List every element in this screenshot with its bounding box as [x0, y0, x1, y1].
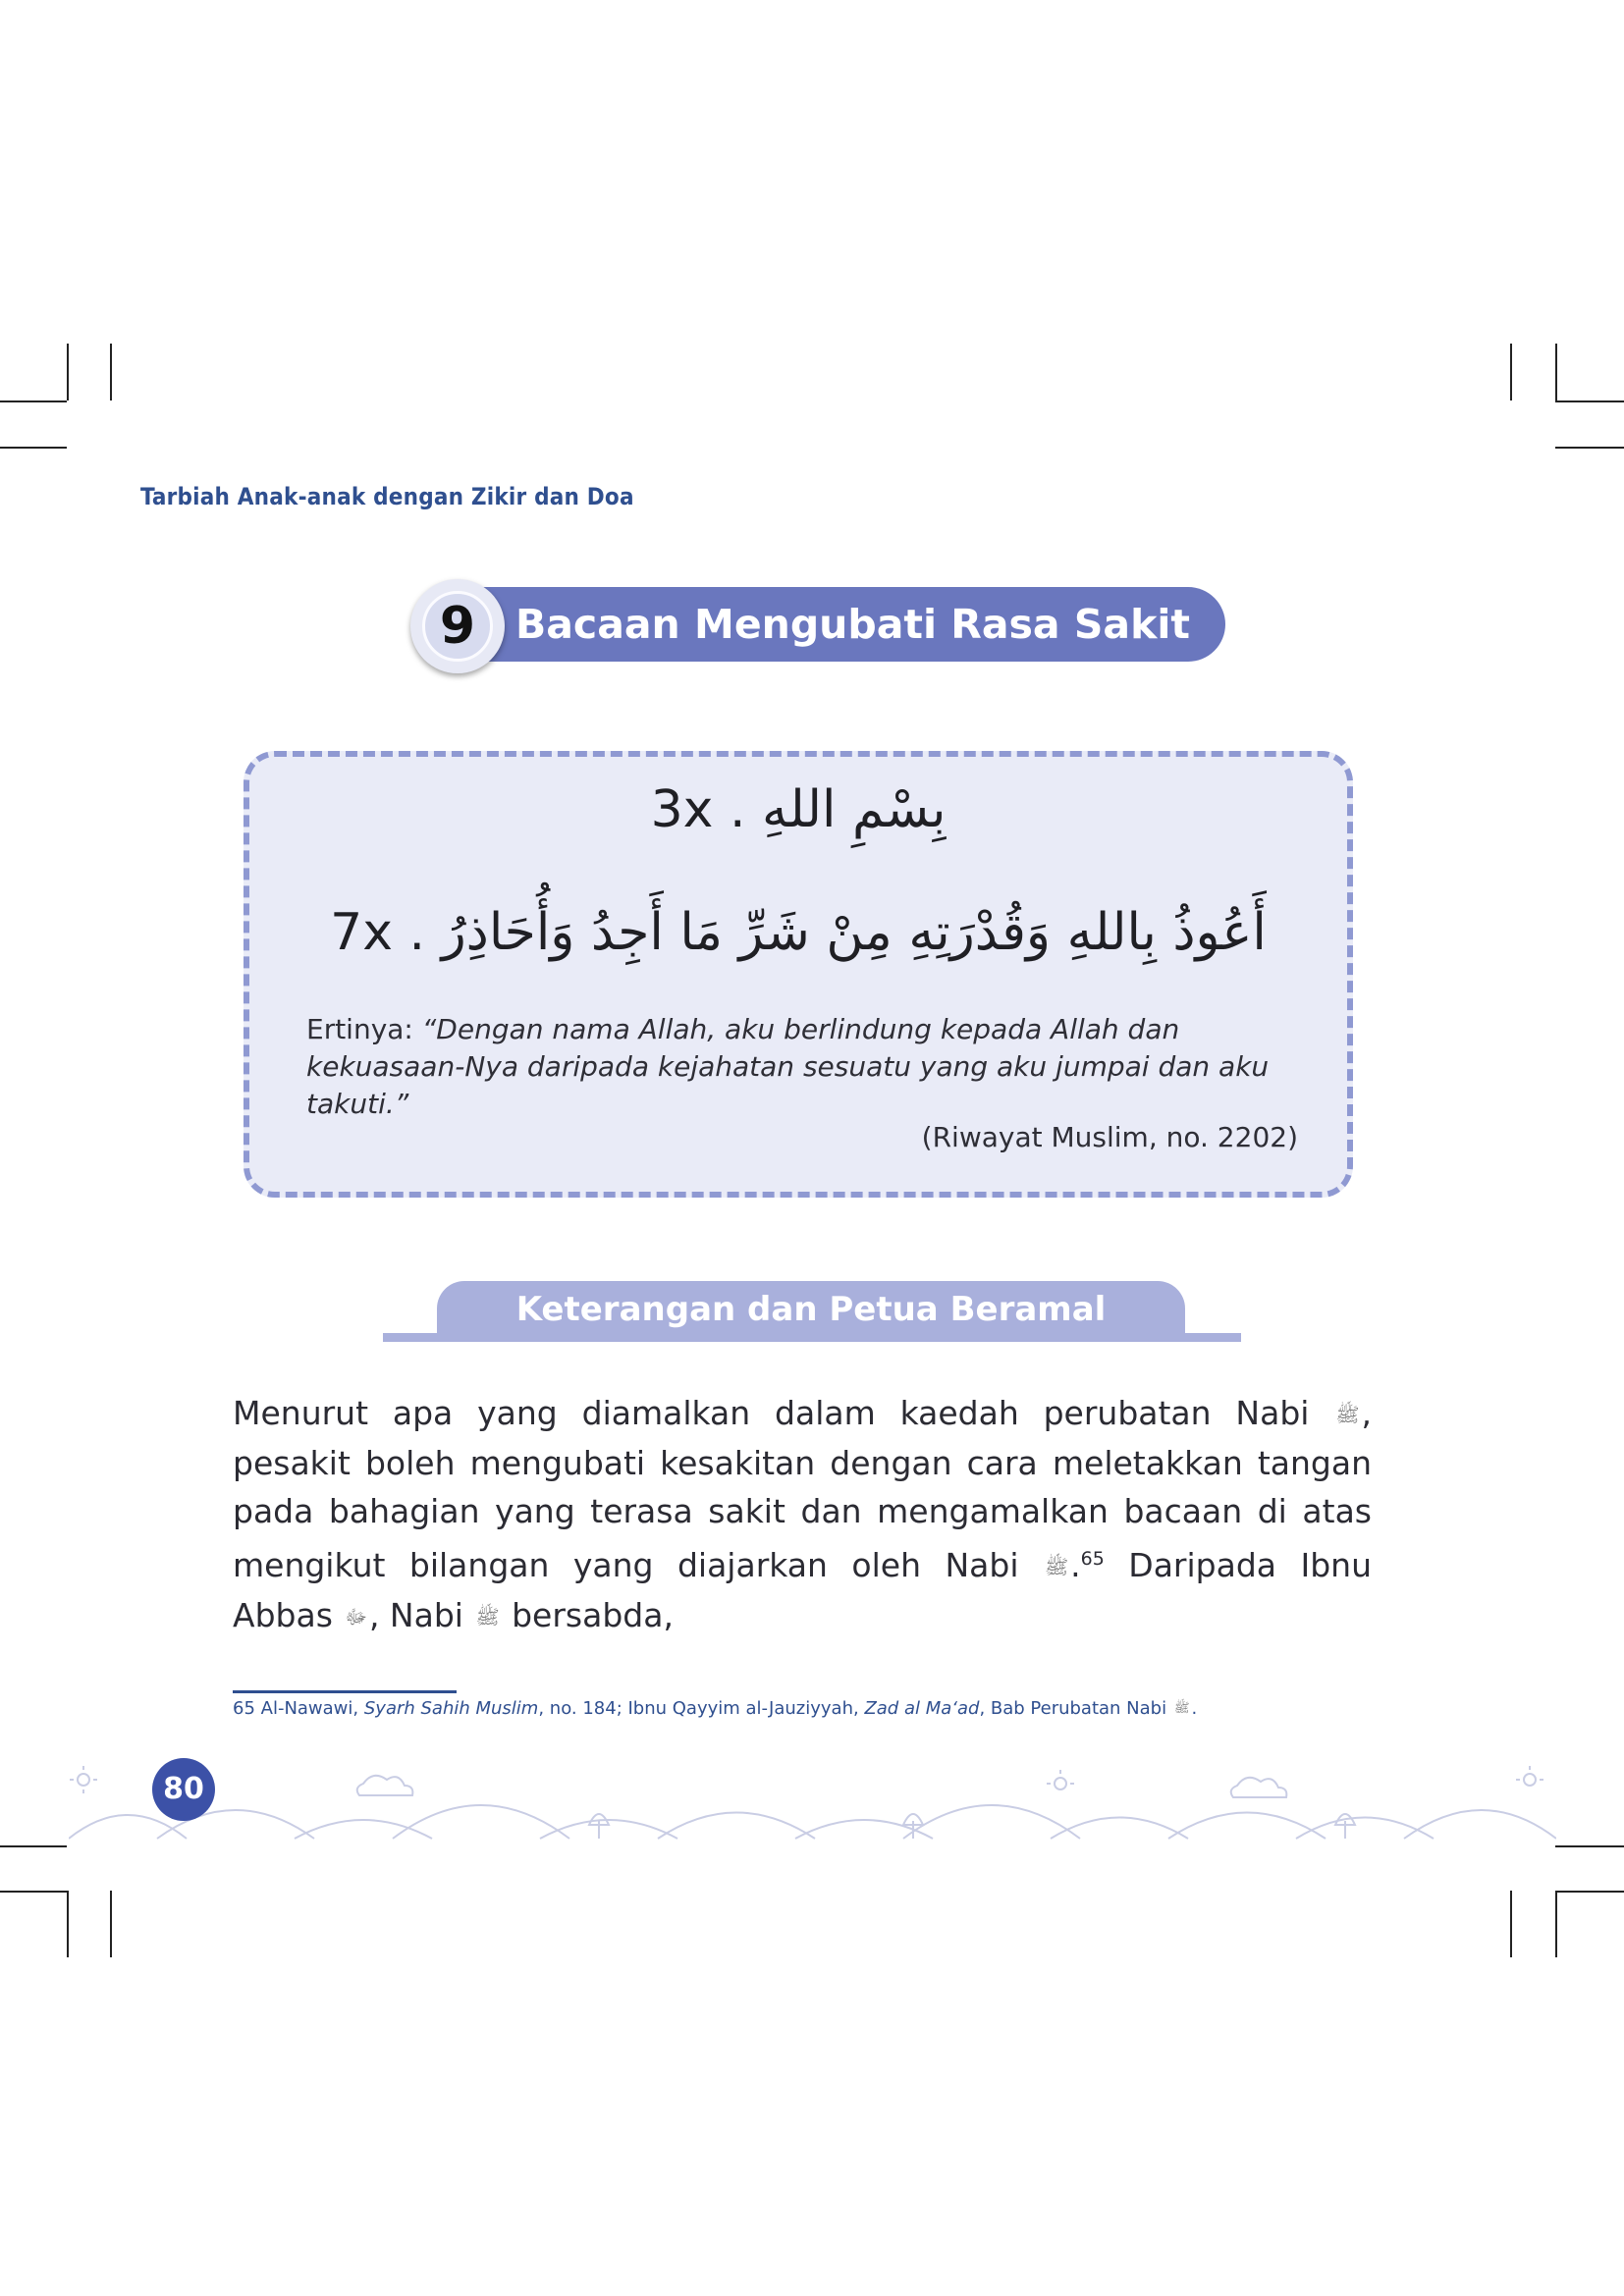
sun-icon — [70, 1766, 97, 1793]
salawat-icon: ﷺ — [1335, 1403, 1360, 1426]
footnote-ref[interactable]: 65 — [1080, 1548, 1105, 1570]
footnote — [233, 1698, 1372, 1719]
footnote-text: , no. 184; Ibnu Qayyim al-Jauziyyah, — [538, 1698, 865, 1719]
crop-mark — [110, 344, 112, 400]
radhiallah-icon: ﷻ — [345, 1605, 367, 1629]
footnote-text: , Bab Perubatan Nabi — [979, 1698, 1172, 1719]
footnote-rule — [233, 1690, 457, 1693]
crop-mark — [0, 400, 67, 402]
salawat-icon: ﷺ — [1044, 1555, 1069, 1578]
crop-mark — [1555, 447, 1624, 449]
hills-icon — [658, 1805, 1188, 1839]
salawat-icon: ﷺ — [1173, 1700, 1190, 1716]
dua-arabic-line-2 — [324, 903, 1272, 962]
footer-landscape-decoration — [69, 1762, 1556, 1841]
page-number: 80 — [152, 1758, 215, 1821]
crop-mark — [1555, 1891, 1557, 1957]
footnote-book-title: Zad al Ma‘ad — [864, 1698, 980, 1719]
crop-mark — [1555, 1845, 1624, 1847]
arabic-text: أَعُوذُ بِاللهِ وَقُدْرَتِهِ مِنْ شَرِّ مَا أَجِدُ وَأُحَاذِرُ . — [408, 903, 1267, 962]
crop-mark — [1555, 344, 1557, 400]
crop-mark — [67, 344, 69, 400]
body-text: bersabda, — [501, 1596, 674, 1634]
crop-mark — [1555, 1891, 1624, 1893]
running-header: Tarbiah Anak-anak dengan Zikir dan Doa — [140, 483, 634, 510]
crop-mark — [0, 447, 67, 449]
meaning-label: Ertinya: — [306, 1013, 422, 1045]
footnote-text: . — [1191, 1698, 1198, 1719]
body-text: , Nabi — [368, 1596, 474, 1634]
crop-mark — [67, 1891, 69, 1957]
body-text: Daripada Ibnu Abbas — [233, 1546, 1372, 1634]
body-text: Menurut apa yang diamalkan dalam kaedah perubatan Nabi — [233, 1394, 1334, 1432]
arabic-text: بِسْمِ اللهِ . — [729, 780, 947, 839]
subsection-title: Keterangan dan Petua Beramal — [515, 1290, 1107, 1329]
salawat-icon: ﷺ — [475, 1605, 500, 1629]
crop-mark — [1510, 344, 1512, 400]
body-paragraph — [233, 1389, 1372, 1641]
sun-icon — [1047, 1770, 1074, 1789]
footnote-book-title: Syarh Sahih Muslim — [363, 1698, 539, 1719]
body-text: . — [1070, 1546, 1081, 1584]
repeat-count: 7x — [330, 903, 393, 962]
dua-meaning — [306, 1011, 1298, 1123]
meaning-text: “Dengan nama Allah, aku berlindung kepada Allah dan kekuasaan-Nya daripada kejahatan sesuatu yang aku jumpai dan aku takuti.” — [306, 1013, 1270, 1120]
sun-icon — [1516, 1766, 1543, 1786]
hills-icon — [1168, 1810, 1556, 1839]
dua-arabic-line-1 — [324, 780, 1272, 839]
cloud-icon — [357, 1776, 413, 1795]
footnote-number: 65 — [233, 1698, 255, 1719]
body-text: , pesakit boleh mengubati kesakitan dengan cara meletakkan tangan pada bahagian yang terasa sakit dan mengamalkan bacaan di atas mengikut bilangan yang diajarkan oleh Nabi — [233, 1394, 1372, 1584]
crop-mark — [1555, 400, 1624, 402]
section-title: Bacaan Mengubati Rasa Sakit — [515, 601, 1190, 648]
section-number: 9 — [422, 591, 493, 662]
hadith-source: (Riwayat Muslim, no. 2202) — [921, 1121, 1298, 1153]
crop-mark — [0, 1891, 67, 1893]
crop-mark — [0, 1845, 67, 1847]
crop-mark — [1510, 1891, 1512, 1957]
repeat-count: 3x — [650, 780, 714, 839]
crop-mark — [110, 1891, 112, 1957]
cloud-icon — [1231, 1778, 1287, 1797]
footnote-text: Al-Nawawi, — [254, 1698, 364, 1719]
